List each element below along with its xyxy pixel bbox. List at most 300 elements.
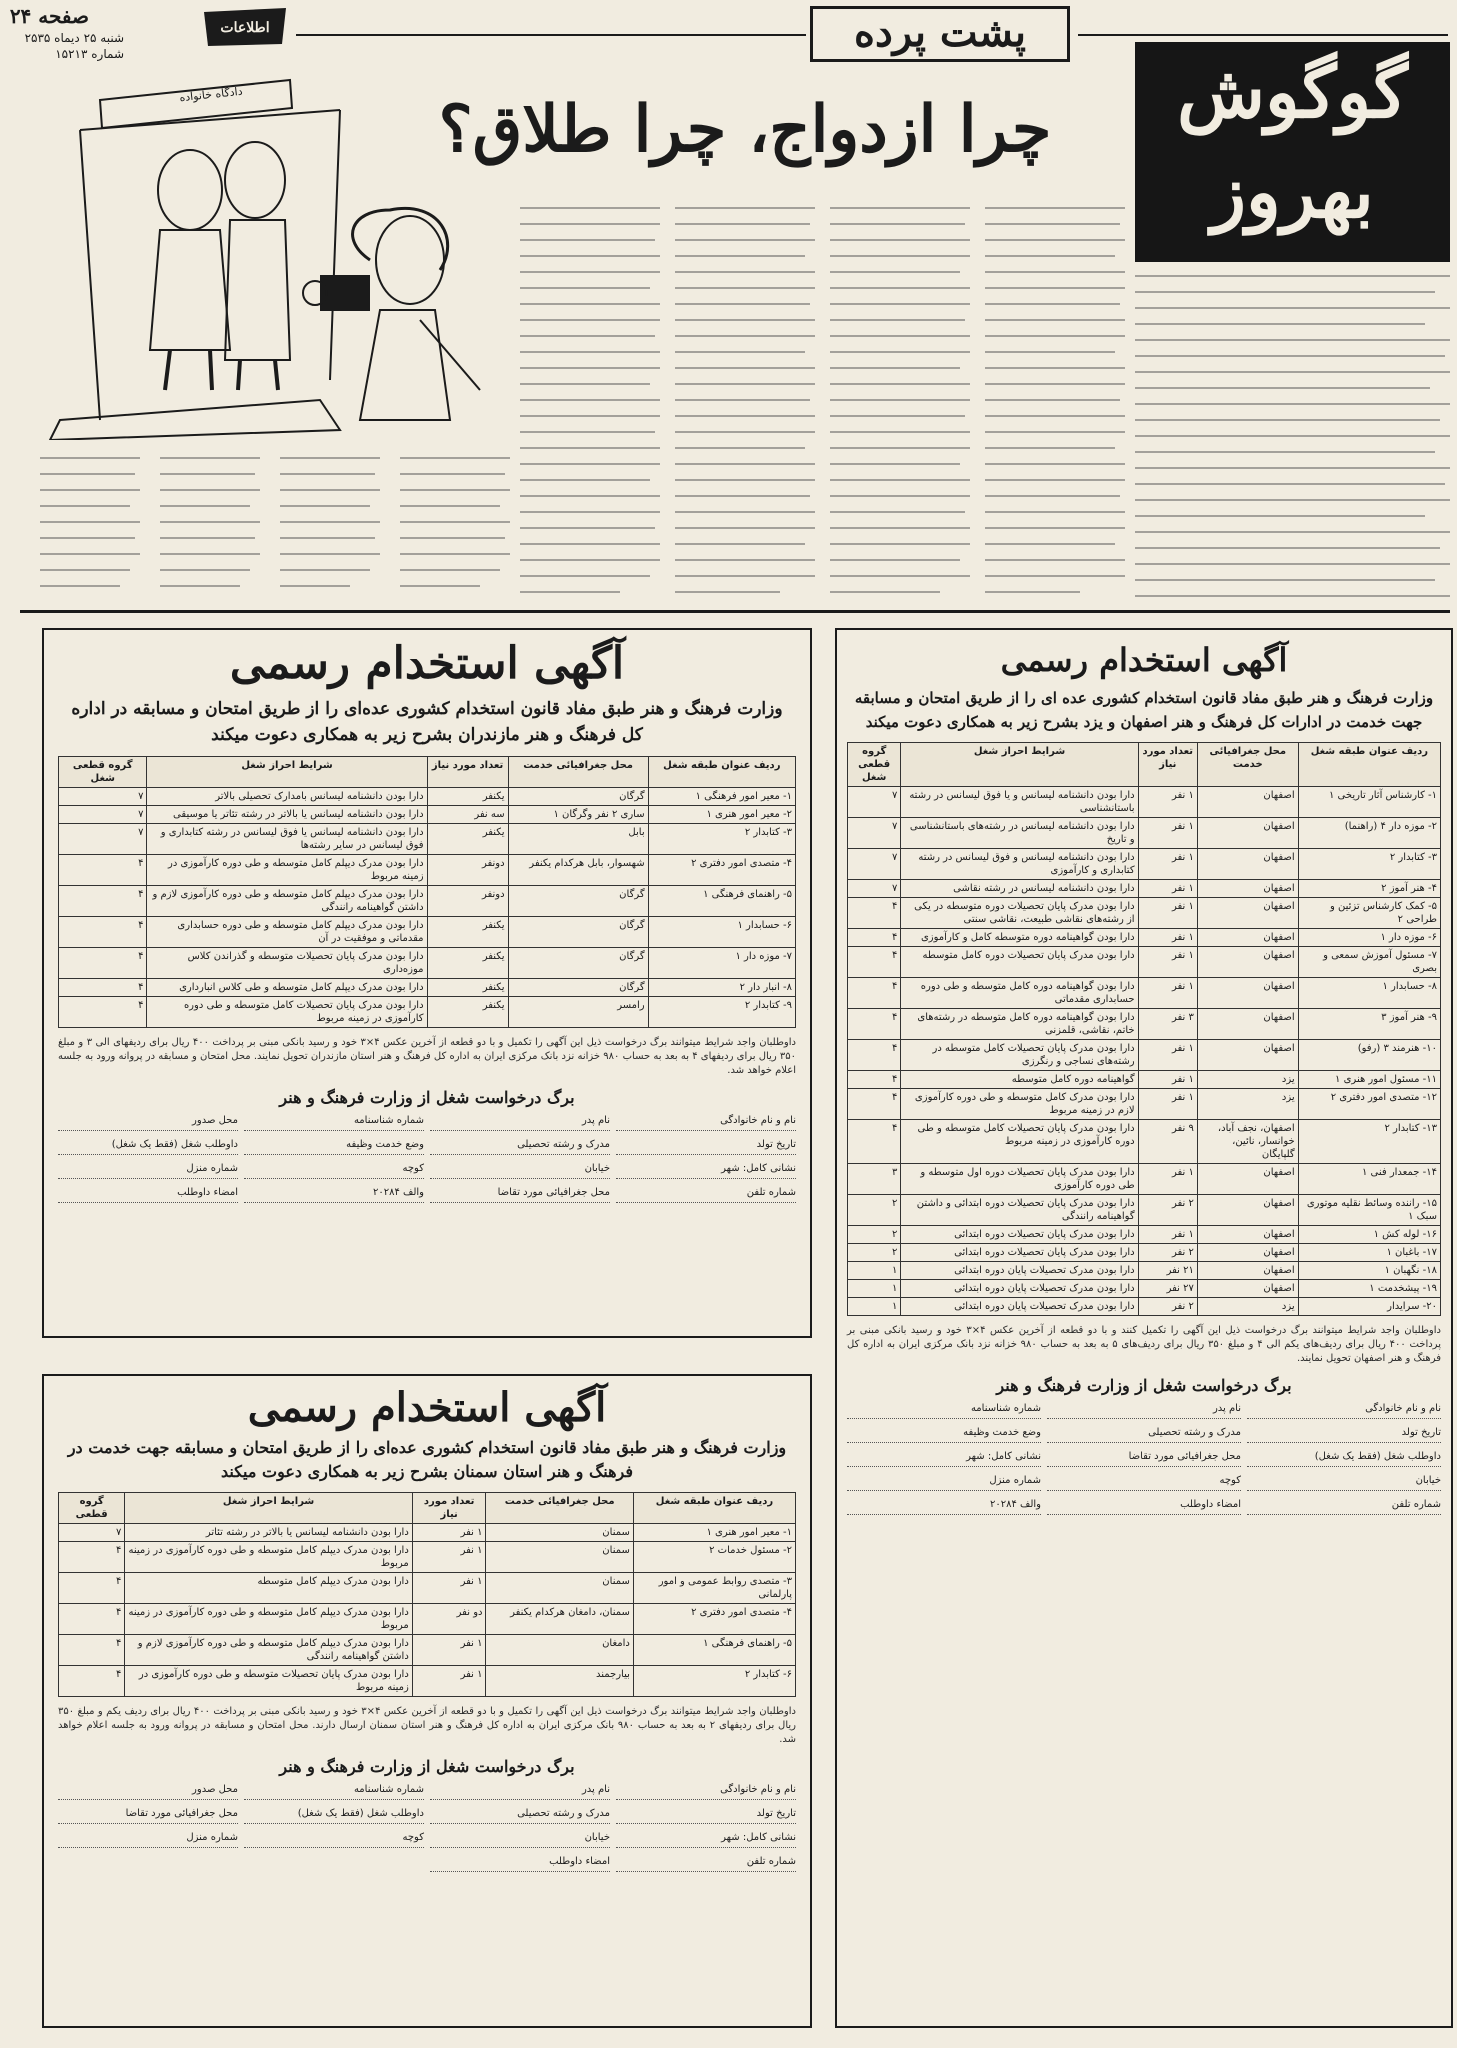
cell: ۱- معیر امور هنری ۱ <box>633 1524 795 1542</box>
cell: یکنفر <box>427 948 508 979</box>
cell: دارا بودن مدرک پایان تحصیلات دوره اول متوسطه و طی دوره کارآموزی <box>901 1164 1138 1195</box>
cell: ۱ نفر <box>1138 1226 1197 1244</box>
cell: دارا بودن مدرک دیپلم کامل متوسطه و طی دوره کارآموزی لازم و داشتن گواهینامه رانندگی <box>125 1635 412 1666</box>
ad-title: آگهی استخدام رسمی <box>1000 641 1288 679</box>
cell: اصفهان <box>1197 1009 1298 1040</box>
cell: اصفهان <box>1197 947 1298 978</box>
cell: یکنفر <box>427 788 508 806</box>
cell: ۴ <box>59 979 147 997</box>
job-ad-isfahan-yazd <box>835 628 1453 2028</box>
form-field: شماره تلفن <box>616 1856 796 1872</box>
cell: اصفهان <box>1197 978 1298 1009</box>
form-field: وضع خدمت وظیفه <box>847 1427 1041 1443</box>
cell: دارا بودن مدرک پایان تحصیلات متوسطه و گذراندن کلاس موزه‌داری <box>147 948 427 979</box>
cell: ۷ <box>59 824 147 855</box>
form-field: مدرک و رشته تحصیلی <box>430 1139 610 1155</box>
form-field: خیابان <box>1247 1475 1441 1491</box>
cell: ۲۱ نفر <box>1138 1262 1197 1280</box>
form-field: داوطلب شغل (فقط یک شغل) <box>244 1808 424 1824</box>
table-row <box>59 1573 796 1604</box>
cell: ۴ <box>848 1089 901 1120</box>
cell: ۱۴- جمعدار فنی ۱ <box>1298 1164 1440 1195</box>
cell: ۶- کتابدار ۲ <box>633 1666 795 1697</box>
cell: دارا بودن مدرک پایان تحصیلات متوسطه و طی دوره کارآموزی در زمینه مربوط <box>125 1666 412 1697</box>
cell: دونفر <box>427 855 508 886</box>
caricature-illustration <box>40 60 500 440</box>
col-header: شرایط احراز شغل <box>901 743 1138 787</box>
cartoon-sign: دادگاه خانواده <box>178 84 244 105</box>
cell: ۴ <box>59 1573 125 1604</box>
cell: دارا بودن دانشنامه لیسانس و یا فوق لیسانس در رشته باستانشناسی <box>901 787 1138 818</box>
cell: ۱۷- باغبان ۱ <box>1298 1244 1440 1262</box>
cell: دامغان <box>486 1635 633 1666</box>
cell: دارا بودن دانشنامه لیسانس در رشته نقاشی <box>901 880 1138 898</box>
cell: اصفهان، نجف آباد، خوانسار، نائین، گلپایگان <box>1197 1120 1298 1164</box>
cell: ۱- کارشناس آثار تاریخی ۱ <box>1298 787 1440 818</box>
cell: ۱۸- نگهبان ۱ <box>1298 1262 1440 1280</box>
cell: دارا بودن مدرک تحصیلات پایان دوره ابتدائی <box>901 1298 1138 1316</box>
col-header: ردیف عنوان طبقه شغل <box>1298 743 1440 787</box>
col-header: محل جغرافیائی خدمت <box>508 757 648 788</box>
cell: ۳- کتابدار ۲ <box>648 824 795 855</box>
form-field: خیابان <box>430 1832 610 1848</box>
cell: ساری ۲ نفر وگرگان ۱ <box>508 806 648 824</box>
cell: ۳ <box>848 1164 901 1195</box>
cell: ۳- متصدی روابط عمومی و امور پارلمانی <box>633 1573 795 1604</box>
cell: ۱ نفر <box>1138 818 1197 849</box>
form-field: شماره شناسنامه <box>847 1403 1041 1419</box>
table-row <box>848 898 1441 929</box>
ad-table <box>58 756 796 1028</box>
cell: دارا بودن مدرک دیپلم کامل متوسطه و طی کلاس انبارداری <box>147 979 427 997</box>
table-row <box>848 1071 1441 1089</box>
article-column-1 <box>1135 268 1450 618</box>
cell: ۴ <box>59 1542 125 1573</box>
form-field: نشانی کامل: شهر <box>616 1163 796 1179</box>
cell: دو نفر <box>412 1604 486 1635</box>
col-header: تعداد مورد نیاز <box>1138 743 1197 787</box>
table-row <box>848 1120 1441 1164</box>
table-row <box>848 1009 1441 1040</box>
cell: شهسوار، بابل هرکدام یکنفر <box>508 855 648 886</box>
table-row <box>59 948 796 979</box>
form-field: شماره منزل <box>847 1475 1041 1491</box>
issue-number: شماره ۱۵۲۱۳ <box>55 47 124 61</box>
cell: دارا بودن دانشنامه لیسانس بامدارک تحصیلی بالاتر <box>147 788 427 806</box>
cell: ۴ <box>59 917 147 948</box>
cell: ۷ <box>848 849 901 880</box>
cell: ۱ <box>848 1298 901 1316</box>
cell: ۴ <box>59 1666 125 1697</box>
article-columns-bottom <box>40 450 510 600</box>
cell: دارا بودن مدرک دیپلم کامل متوسطه و طی دوره کارآموزی لازم و داشتن گواهینامه رانندگی <box>147 886 427 917</box>
feature-title-line2: بهروز <box>1211 149 1374 234</box>
cell: ۴- هنر آموز ۲ <box>1298 880 1440 898</box>
cell: ۱ نفر <box>412 1524 486 1542</box>
cell: ۱ نفر <box>1138 787 1197 818</box>
cell: یکنفر <box>427 997 508 1028</box>
form-field: مدرک و رشته تحصیلی <box>430 1808 610 1824</box>
form-field: نشانی کامل: شهر <box>616 1832 796 1848</box>
cell: ۱۹- پیشخدمت ۱ <box>1298 1280 1440 1298</box>
form-field: شماره منزل <box>58 1832 238 1848</box>
table-row <box>848 1226 1441 1244</box>
cell: اصفهان <box>1197 880 1298 898</box>
cell: گرگان <box>508 788 648 806</box>
cell: ۴ <box>59 855 147 886</box>
cell: ۱۵- راننده وسائط نقلیه موتوری سبک ۱ <box>1298 1195 1440 1226</box>
cell: ۲ نفر <box>1138 1244 1197 1262</box>
cell: گرگان <box>508 979 648 997</box>
cell: یزد <box>1197 1298 1298 1316</box>
cell: ۱۳- کتابدار ۲ <box>1298 1120 1440 1164</box>
feature-headline: چرا ازدواج، چرا طلاق؟ <box>438 92 1052 167</box>
form-field: شماره شناسنامه <box>244 1115 424 1131</box>
cell: ۴ <box>59 1635 125 1666</box>
cell: اصفهان <box>1197 818 1298 849</box>
cell: دارا بودن مدرک دیپلم کامل متوسطه و طی دوره حسابداری مقدماتی و موفقیت در آن <box>147 917 427 948</box>
cell: دارا بودن مدرک پایان تحصیلات دوره متوسطه در یکی از رشته‌های نقاشی طبیعت، نقاشی سنتی <box>901 898 1138 929</box>
table-row <box>59 788 796 806</box>
cell: ۴ <box>848 929 901 947</box>
table-row <box>59 886 796 917</box>
form-field: امضاء داوطلب <box>430 1856 610 1872</box>
cell: ۹ نفر <box>1138 1120 1197 1164</box>
table-row <box>848 787 1441 818</box>
feature-divider <box>20 610 1450 613</box>
cell: دارا بودن مدرک پایان تحصیلات دوره ابتدائی <box>901 1226 1138 1244</box>
form-field: کوچه <box>1047 1475 1241 1491</box>
form-field: نام پدر <box>430 1784 610 1800</box>
ad-intro: وزارت فرهنگ و هنر طبق مفاد قانون استخدام کشوری عده ای را از طریق امتحان و مسابقه جهت خدمت در ادارات کل فرهنگ و هنر اصفهان و یزد بشرح زیر به همکاری دعوت میکند <box>854 689 1434 731</box>
cell: یزد <box>1197 1089 1298 1120</box>
form-field: مدرک و رشته تحصیلی <box>1047 1427 1241 1443</box>
cell: ۴ <box>848 1009 901 1040</box>
table-row <box>59 1604 796 1635</box>
cell: ۱ نفر <box>1138 947 1197 978</box>
cell: اصفهان <box>1197 1195 1298 1226</box>
cell: ۷ <box>59 788 147 806</box>
cell: یکنفر <box>427 979 508 997</box>
form-field: شماره تلفن <box>616 1187 796 1203</box>
application-form <box>58 1784 796 1872</box>
table-row <box>59 1542 796 1573</box>
col-header: تعداد مورد نیاز <box>427 757 508 788</box>
svg-text:اطلاعات: اطلاعات <box>220 20 270 36</box>
cell: اصفهان <box>1197 849 1298 880</box>
form-field: نام و نام خانوادگی <box>616 1784 796 1800</box>
job-ad-mazandaran <box>42 628 812 1338</box>
cell: دارا بودن گواهینامه دوره کامل متوسطه در رشته‌های خاتم، نقاشی، قلمزنی <box>901 1009 1138 1040</box>
col-header: تعداد مورد نیاز <box>412 1493 486 1524</box>
cell: ۴ <box>848 978 901 1009</box>
col-header: شرایط احراز شغل <box>147 757 427 788</box>
table-row <box>59 917 796 948</box>
form-field: محل صدور <box>58 1115 238 1131</box>
cell: سمنان <box>486 1542 633 1573</box>
cell: ۸- حسابدار ۱ <box>1298 978 1440 1009</box>
col-header: ردیف عنوان طبقه شغل <box>648 757 795 788</box>
newspaper-logo <box>200 4 290 50</box>
cell: ۱ نفر <box>1138 898 1197 929</box>
application-form-title: برگ درخواست شغل از وزارت فرهنگ و هنر <box>279 1088 575 1107</box>
ad-title: آگهی استخدام رسمی <box>229 638 625 689</box>
table-row <box>848 1040 1441 1071</box>
masthead-rule-right <box>1078 34 1448 36</box>
cell: دارا بودن مدرک پایان تحصیلات دوره ابتدائی <box>901 1244 1138 1262</box>
form-field: داوطلب شغل (فقط یک شغل) <box>1247 1451 1441 1467</box>
cell: ۷ <box>848 787 901 818</box>
ad-intro: وزارت فرهنگ و هنر طبق مفاد قانون استخدام کشوری عده‌ای را از طریق امتحان و مسابقه جهت خدمت در فرهنگ و هنر استان سمنان بشرح زیر به همکاری دعوت میکند <box>67 1438 787 1481</box>
application-form <box>847 1403 1441 1515</box>
cell: اصفهان <box>1197 1164 1298 1195</box>
cell: ۱۱- مسئول امور هنری ۱ <box>1298 1071 1440 1089</box>
cell: بیارجمند <box>486 1666 633 1697</box>
table-row <box>59 806 796 824</box>
form-field: امضاء داوطلب <box>1047 1499 1241 1515</box>
col-header: محل جغرافیائی خدمت <box>1197 743 1298 787</box>
table-row <box>848 947 1441 978</box>
table-row <box>59 824 796 855</box>
table-row <box>848 1262 1441 1280</box>
page-number: صفحه ۲۴ <box>9 4 89 28</box>
cell: ۴ <box>848 898 901 929</box>
form-field: والف ۲۰۲۸۴ <box>847 1499 1041 1515</box>
ad-intro: وزارت فرهنگ و هنر طبق مفاد قانون استخدام کشوری عده‌ای را از طریق امتحان و مسابقه در اداره کل فرهنگ و هنر مازندران بشرح زیر به همکاری دعوت میکند <box>71 699 783 745</box>
cell: دارا بودن مدرک پایان تحصیلات دوره ابتدائی و داشتن گواهینامه رانندگی <box>901 1195 1138 1226</box>
cell: ۱ نفر <box>1138 880 1197 898</box>
cell: ۳ نفر <box>1138 1009 1197 1040</box>
feature-title-box <box>1135 42 1450 262</box>
table-row <box>848 1244 1441 1262</box>
cell: ۴ <box>848 1120 901 1164</box>
cell: سه نفر <box>427 806 508 824</box>
cell: ۴- متصدی امور دفتری ۲ <box>633 1604 795 1635</box>
cell: ۲ <box>848 1226 901 1244</box>
table-row <box>848 1280 1441 1298</box>
table-row <box>848 1298 1441 1316</box>
cell: اصفهان <box>1197 1040 1298 1071</box>
form-field: شماره تلفن <box>1247 1499 1441 1515</box>
cell: ۵- راهنمای فرهنگی ۱ <box>648 886 795 917</box>
cell: ۱- معیر امور فرهنگی ۱ <box>648 788 795 806</box>
form-field: نام و نام خانوادگی <box>616 1115 796 1131</box>
cell: ۱۰- هنرمند ۳ (رفو) <box>1298 1040 1440 1071</box>
form-field: داوطلب شغل (فقط یک شغل) <box>58 1139 238 1155</box>
feature-title-line1: گوگوش <box>1177 49 1408 134</box>
table-row <box>848 1089 1441 1120</box>
table-row <box>848 1164 1441 1195</box>
table-row <box>59 1666 796 1697</box>
cell: ۹- هنر آموز ۳ <box>1298 1009 1440 1040</box>
ad-notes: داوطلبان واجد شرایط میتوانند برگ درخواست ذیل این آگهی را تکمیل کنند و با دو قطعه از آخرین عکس ۴×۳ خود و رسید بانکی مبنی بر پرداخت ۴۰۰ ریال برای ردیف‌های یکم الی ۴ و مبلغ ۳۵۰ ریال برای ردیف‌های ۵ به بعد به حساب ۹۸۰ خزانه نزد بانک مرکزی ایران به اداره کل فرهنگ و هنر اصفهان تحویل نمایند. <box>847 1325 1441 1364</box>
application-form-title: برگ درخواست شغل از وزارت فرهنگ و هنر <box>279 1757 575 1776</box>
cell: ۷ <box>848 880 901 898</box>
cell: دارا بودن گواهینامه دوره کامل متوسطه و طی دوره حسابداری مقدماتی <box>901 978 1138 1009</box>
cell: دارا بودن دانشنامه لیسانس یا بالاتر در رشته تئاتر <box>125 1524 412 1542</box>
cell: دارا بودن مدرک دیپلم کامل متوسطه و طی دوره کارآموزی در زمینه مربوط <box>125 1604 412 1635</box>
cell: ۲- موزه دار ۴ (راهنما) <box>1298 818 1440 849</box>
ad-notes: داوطلبان واجد شرایط میتوانند برگ درخواست ذیل این آگهی را تکمیل و با دو قطعه از آخرین عکس ۴×۳ خود و رسید بانکی مبنی بر پرداخت ۴۰۰ ریال برای ردیفهای الی ۳ و مبلغ ۳۵۰ ریال برای ردیفهای ۴ به بعد به حساب ۹۸۰ خزانه نزد بانک مرکزی ایران به اداره کل فرهنگ و هنر استان مازندران تحویل نمایند. محل امتحان و مسابقه در پروانه ورود به جلسه اعلام خواهد شد. <box>58 1037 796 1076</box>
form-field: شماره شناسنامه <box>244 1784 424 1800</box>
cell: اصفهان <box>1197 1280 1298 1298</box>
cell: ۴- متصدی امور دفتری ۲ <box>648 855 795 886</box>
application-form <box>58 1115 796 1203</box>
cell: ۱ نفر <box>412 1635 486 1666</box>
cell: گرگان <box>508 886 648 917</box>
article-columns-2-5 <box>520 200 1125 600</box>
cell: دارا بودن مدرک دیپلم کامل متوسطه و طی دوره کارآموزی در زمینه مربوط <box>125 1542 412 1573</box>
cell: ۱ نفر <box>1138 849 1197 880</box>
table-row <box>848 978 1441 1009</box>
cell: ۵- کمک کارشناس تزئین و طراحی ۲ <box>1298 898 1440 929</box>
cell: ۷- موزه دار ۱ <box>648 948 795 979</box>
cell: ۲۰- سرایدار <box>1298 1298 1440 1316</box>
ad-title: آگهی استخدام رسمی <box>247 1384 607 1431</box>
ad-table <box>847 742 1441 1316</box>
table-row <box>59 997 796 1028</box>
col-header: ردیف عنوان طبقه شغل <box>633 1493 795 1524</box>
cell: ۴ <box>848 947 901 978</box>
cell: دارا بودن مدرک تحصیلات پایان دوره ابتدائی <box>901 1262 1138 1280</box>
cell: ۱ نفر <box>412 1542 486 1573</box>
cell: ۲- معیر امور هنری ۱ <box>648 806 795 824</box>
form-field: والف ۲۰۲۸۴ <box>244 1187 424 1203</box>
cell: ۱ نفر <box>1138 1040 1197 1071</box>
table-row <box>59 1635 796 1666</box>
issue-date: شنبه ۲۵ دیماه ۲۵۳۵ <box>24 31 124 45</box>
cell: یکنفر <box>427 824 508 855</box>
form-field: تاریخ تولد <box>616 1139 796 1155</box>
form-field: تاریخ تولد <box>1247 1427 1441 1443</box>
cell: ۴ <box>848 1071 901 1089</box>
cell: دارا بودن مدرک پایان تحصیلات دوره کامل متوسطه <box>901 947 1138 978</box>
cell: اصفهان <box>1197 1262 1298 1280</box>
cell: ۲ <box>848 1244 901 1262</box>
cell: دارا بودن مدرک پایان تحصیلات کامل متوسطه و طی دوره کارآموزی در زمینه مربوط <box>147 997 427 1028</box>
cell: دارا بودن مدرک کامل متوسطه و طی دوره کارآموزی لازم در زمینه مربوط <box>901 1089 1138 1120</box>
cell: سمنان، دامغان هرکدام یکنفر <box>486 1604 633 1635</box>
table-row <box>848 1195 1441 1226</box>
form-field: نشانی کامل: شهر <box>847 1451 1041 1467</box>
cell: ۱ نفر <box>1138 1089 1197 1120</box>
cell: ۱ <box>848 1280 901 1298</box>
form-field: نام پدر <box>1047 1403 1241 1419</box>
table-row <box>848 880 1441 898</box>
cell: ۱ نفر <box>1138 978 1197 1009</box>
cell: اصفهان <box>1197 898 1298 929</box>
col-header: شرایط احراز شغل <box>125 1493 412 1524</box>
table-row <box>848 929 1441 947</box>
cell: سمنان <box>486 1524 633 1542</box>
cell: دونفر <box>427 886 508 917</box>
cell: ۳- کتابدار ۲ <box>1298 849 1440 880</box>
cell: ۵- راهنمای فرهنگی ۱ <box>633 1635 795 1666</box>
form-field: تاریخ تولد <box>616 1808 796 1824</box>
cell: دارا بودن دانشنامه لیسانس یا بالاتر در رشته تئاتر یا موسیقی <box>147 806 427 824</box>
application-form-title: برگ درخواست شغل از وزارت فرهنگ و هنر <box>996 1376 1292 1395</box>
cell: اصفهان <box>1197 929 1298 947</box>
cell: ۸- انبار دار ۲ <box>648 979 795 997</box>
form-field: شماره منزل <box>58 1163 238 1179</box>
job-ad-semnan <box>42 1374 812 2028</box>
cell: بابل <box>508 824 648 855</box>
cell: ۱ <box>848 1262 901 1280</box>
cell: دارا بودن مدرک دیپلم کامل متوسطه <box>125 1573 412 1604</box>
form-field: محل جغرافیائی مورد تقاضا <box>58 1808 238 1824</box>
cell: ۴ <box>59 948 147 979</box>
cell: دارا بودن مدرک پایان تحصیلات کامل متوسطه و طی دوره کارآموزی در زمینه مربوط <box>901 1120 1138 1164</box>
cell: ۱ نفر <box>412 1573 486 1604</box>
cell: ۲ نفر <box>1138 1195 1197 1226</box>
cell: دارا بودن گواهینامه دوره متوسطه کامل و کارآموزی <box>901 929 1138 947</box>
cell: اصفهان <box>1197 1244 1298 1262</box>
cell: ۲۷ نفر <box>1138 1280 1197 1298</box>
form-field: خیابان <box>430 1163 610 1179</box>
cell: ۱ نفر <box>1138 929 1197 947</box>
form-field: محل جغرافیائی مورد تقاضا <box>1047 1451 1241 1467</box>
col-header: گروه قطعی شغل <box>59 757 147 788</box>
cell: ۱ نفر <box>1138 1164 1197 1195</box>
cell: ۱ نفر <box>1138 1071 1197 1089</box>
masthead-rule <box>296 34 806 36</box>
table-row <box>59 855 796 886</box>
cell: ۶- موزه دار ۱ <box>1298 929 1440 947</box>
cell: ۷- مسئول آموزش سمعی و بصری <box>1298 947 1440 978</box>
cell: ۷ <box>59 806 147 824</box>
form-field: نام پدر <box>430 1115 610 1131</box>
form-field: محل جغرافیائی مورد تقاضا <box>430 1187 610 1203</box>
table-row <box>59 1524 796 1542</box>
section-title: پشت پرده <box>810 6 1070 62</box>
cell: گرگان <box>508 948 648 979</box>
cell: گواهینامه دوره کامل متوسطه <box>901 1071 1138 1089</box>
cell: ۲ <box>848 1195 901 1226</box>
cell: ۲ نفر <box>1138 1298 1197 1316</box>
cell: ۴ <box>59 1604 125 1635</box>
form-field: محل صدور <box>58 1784 238 1800</box>
cell: اصفهان <box>1197 1226 1298 1244</box>
form-field: امضاء داوطلب <box>58 1187 238 1203</box>
col-header: گروه قطعی <box>59 1493 125 1524</box>
table-row <box>848 818 1441 849</box>
table-row <box>59 979 796 997</box>
cell: ۴ <box>59 886 147 917</box>
cell: ۴ <box>848 1040 901 1071</box>
cell: سمنان <box>486 1573 633 1604</box>
cell: گرگان <box>508 917 648 948</box>
cell: یکنفر <box>427 917 508 948</box>
ad-table <box>58 1492 796 1697</box>
ad-notes: داوطلبان واجد شرایط میتوانند برگ درخواست ذیل این آگهی را تکمیل و با دو قطعه از آخرین عکس ۴×۳ خود و رسید بانکی مبنی بر پرداخت ۴۰۰ ریال برای ردیف یکم و مبلغ ۳۵۰ ریال برای ردیفهای ۲ به بعد به حساب ۹۸۰ بانک مرکزی ایران به اداره کل فرهنگ و هنر استان سمنان ارسال دارند. محل امتحان و مسابقه در پروانه ورود به جلسه اعلام خواهد شد. <box>58 1706 796 1745</box>
cell: دارا بودن مدرک تحصیلات پایان دوره ابتدائی <box>901 1280 1138 1298</box>
cell: ۲- مسئول خدمات ۲ <box>633 1542 795 1573</box>
form-field: کوچه <box>244 1163 424 1179</box>
table-row <box>848 849 1441 880</box>
cell: ۱۶- لوله کش ۱ <box>1298 1226 1440 1244</box>
col-header: محل جغرافیائی خدمت <box>486 1493 633 1524</box>
cell: ۱۲- متصدی امور دفتری ۲ <box>1298 1089 1440 1120</box>
cell: ۱ نفر <box>412 1666 486 1697</box>
cell: ۹- کتابدار ۲ <box>648 997 795 1028</box>
cell: دارا بودن مدرک پایان تحصیلات کامل متوسطه در رشته‌های نساجی و رنگرزی <box>901 1040 1138 1071</box>
form-field: نام و نام خانوادگی <box>1247 1403 1441 1419</box>
cell: ۷ <box>59 1524 125 1542</box>
cell: ۴ <box>59 997 147 1028</box>
col-header: گروه قطعی شغل <box>848 743 901 787</box>
form-field: کوچه <box>244 1832 424 1848</box>
cell: رامسر <box>508 997 648 1028</box>
